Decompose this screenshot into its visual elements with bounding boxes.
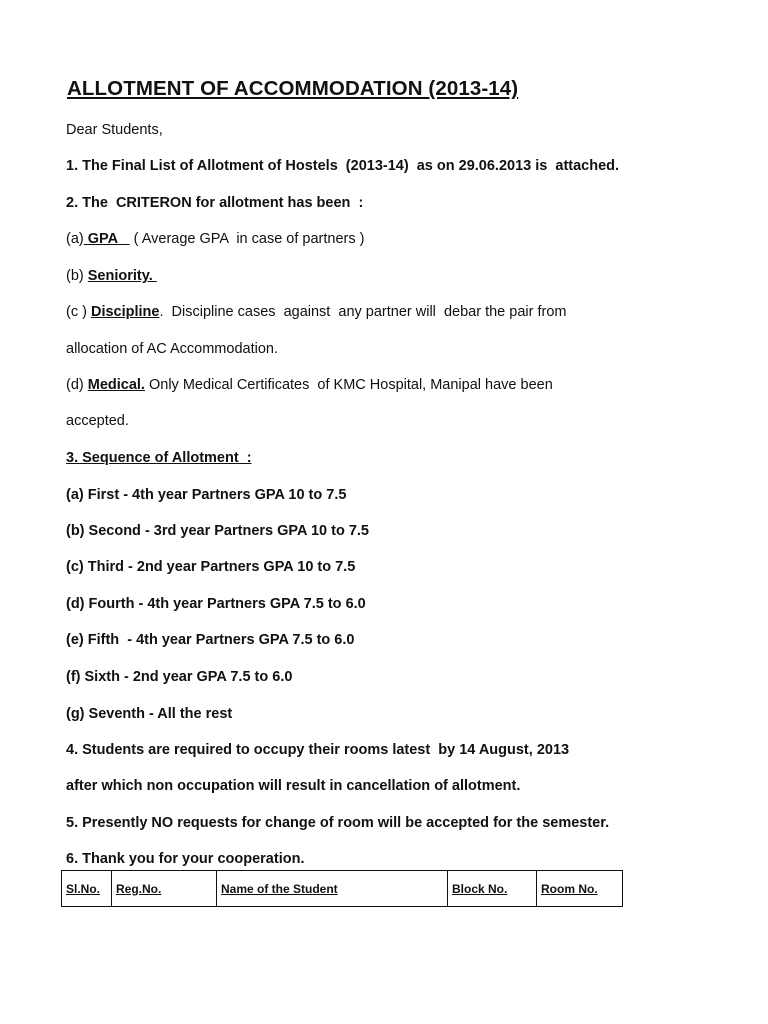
col-header-student-name: Name of the Student xyxy=(217,871,448,907)
col-header-sl-no: Sl.No. xyxy=(62,871,112,907)
col-header-reg-no: Reg.No. xyxy=(112,871,217,907)
criterion-d-continued: accepted. xyxy=(66,413,129,429)
criterion-a xyxy=(66,230,364,248)
point-2: 2. The CRITERON for allotment has been : xyxy=(66,195,364,211)
point-3: 3. Sequence of Allotment : xyxy=(66,450,252,466)
sequence-item: (f) Sixth - 2nd year GPA 7.5 to 6.0 xyxy=(66,669,293,685)
col-header-block-no: Block No. xyxy=(448,871,537,907)
document-title: ALLOTMENT OF ACCOMMODATION (2013-14) xyxy=(67,77,519,100)
table-header-row xyxy=(62,871,623,907)
criterion-d-label: Medical. xyxy=(87,377,145,393)
sequence-item: (a) First - 4th year Partners GPA 10 to 7.5 xyxy=(66,487,347,503)
point-5: 5. Presently NO requests for change of room will be accepted for the semester. xyxy=(66,815,610,831)
col-header-room-no: Room No. xyxy=(537,871,623,907)
criterion-b-label: Seniority. xyxy=(87,268,157,284)
greeting: Dear Students, xyxy=(66,122,163,138)
point-4: 4. Students are required to occupy their rooms latest by 14 August, 2013 xyxy=(66,742,570,758)
criterion-c xyxy=(66,303,566,321)
criterion-c-continued: allocation of AC Accommodation. xyxy=(66,341,278,357)
criterion-d xyxy=(66,376,553,394)
point-4-continued: after which non occupation will result in cancellation of allotment. xyxy=(66,778,521,794)
criterion-d-text: Only Medical Certificates of KMC Hospital, Manipal have been xyxy=(144,377,553,393)
criterion-b xyxy=(66,267,157,285)
criterion-a-text: ( Average GPA in case of partners ) xyxy=(129,231,365,247)
point-1: 1. The Final List of Allotment of Hostels (2013-14) as on 29.06.2013 is attached. xyxy=(66,158,620,174)
criterion-b-prefix: (b) xyxy=(66,268,88,284)
sequence-item: (c) Third - 2nd year Partners GPA 10 to 7.5 xyxy=(66,559,356,575)
allotment-table xyxy=(61,870,623,907)
sequence-item: (d) Fourth - 4th year Partners GPA 7.5 to 6.0 xyxy=(66,596,366,612)
sequence-item: (e) Fifth - 4th year Partners GPA 7.5 to 6.0 xyxy=(66,632,355,648)
sequence-item: (g) Seventh - All the rest xyxy=(66,706,233,722)
criterion-c-prefix: (c ) xyxy=(66,304,91,320)
criterion-a-label: GPA xyxy=(83,231,130,247)
criterion-c-text: . Discipline cases against any partner will debar the pair from xyxy=(159,304,567,320)
criterion-d-prefix: (d) xyxy=(66,377,88,393)
criterion-c-label: Discipline xyxy=(90,304,160,320)
criterion-a-prefix: (a) xyxy=(66,231,84,247)
point-6: 6. Thank you for your cooperation. xyxy=(66,851,305,867)
sequence-item: (b) Second - 3rd year Partners GPA 10 to 7.5 xyxy=(66,523,369,539)
